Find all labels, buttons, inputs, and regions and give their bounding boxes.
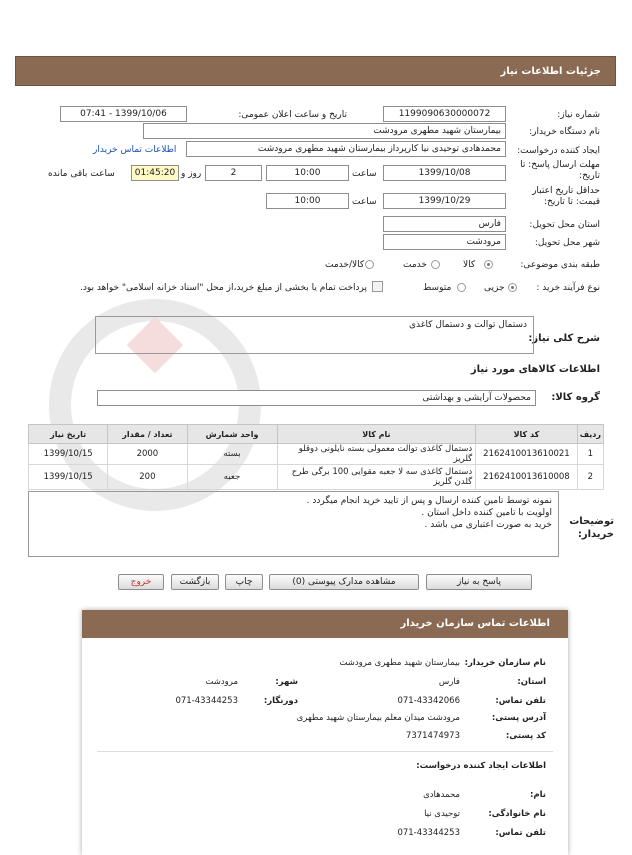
page-title: جزئیات اطلاعات نیاز: [500, 66, 601, 77]
item-unit: جعبه: [187, 465, 277, 490]
item-unit: بسته: [187, 444, 277, 465]
days-field: 2: [205, 165, 262, 181]
contact-province-label: استان:: [517, 677, 546, 687]
requester-label: ایجاد کننده درخواست:: [517, 146, 600, 156]
buyer-note-line: اولویت با تامین کننده داخل استان .: [421, 508, 552, 518]
need-number-label: شماره نیاز:: [557, 110, 600, 120]
item-date: 1399/10/15: [29, 465, 108, 490]
goods-info-title: اطلاعات کالاهای مورد نیاز: [470, 364, 600, 375]
col-code: کد کالا: [476, 425, 578, 444]
price-time-label: ساعت: [352, 197, 377, 207]
contact-card-title: اطلاعات تماس سازمان خریدار: [400, 618, 550, 629]
process-medium-label: متوسط: [423, 283, 452, 293]
contact-phone-label: تلفن تماس:: [495, 696, 546, 706]
category-goods-radio[interactable]: [484, 260, 493, 269]
process-minor-radio[interactable]: [508, 283, 517, 292]
summary-text: دستمال توالت و دستمال کاغذی: [408, 320, 527, 330]
province-field: فارس: [383, 216, 506, 232]
remaining-label: ساعت باقی مانده: [48, 169, 115, 179]
contact-fax-label: دورنگار:: [263, 696, 298, 706]
item-code: 2162410013610008: [476, 465, 578, 490]
reply-date-field: 1399/10/08: [383, 165, 506, 181]
contact-phone: 071-43342066: [397, 696, 460, 706]
exit-button[interactable]: خروج: [118, 574, 164, 590]
contact-province: فارس: [438, 677, 460, 687]
items-table-header: [29, 425, 604, 444]
announce-label: تاریخ و ساعت اعلان عمومی:: [238, 110, 347, 120]
col-row: ردیف: [577, 425, 603, 444]
attachments-button[interactable]: مشاهده مدارک پیوستی (0): [269, 574, 419, 590]
creator-last-name-label: نام خانوادگی:: [488, 809, 546, 819]
contact-city-label: شهر:: [275, 677, 298, 687]
price-time-field: 10:00: [266, 193, 349, 209]
announce-field: 1399/10/06 - 07:41: [60, 106, 187, 122]
contact-divider: [97, 751, 553, 752]
creator-first-name: محمدهادی: [423, 790, 460, 800]
contact-card-header: [82, 610, 568, 638]
item-name: دستمال کاغذی سه لا جعبه مقوایی 100 برگی طرح گلدن گلریز: [277, 465, 476, 490]
buyer-org-label: نام دستگاه خریدار:: [529, 127, 600, 137]
category-both-label: کالا/خدمت: [325, 260, 365, 270]
treasury-payment-checkbox[interactable]: [372, 281, 383, 292]
contact-fax: 071-43344253: [175, 696, 238, 706]
price-validity-label: حداقل تاریخ اعتبار قیمت: تا تاریخ:: [532, 186, 600, 207]
requester-field: محمدهادی توحیدی نیا کارپرداز بیمارستان شهید مطهری مرودشت: [186, 141, 506, 157]
contact-postal-label: کد پستی:: [505, 731, 546, 741]
back-button[interactable]: بازگشت: [171, 574, 219, 590]
col-qty: تعداد / مقدار: [108, 425, 187, 444]
col-unit: واحد شمارش: [187, 425, 277, 444]
table-row: [29, 465, 604, 490]
buyer-contact-card: [82, 610, 568, 855]
city-field: مرودشت: [383, 234, 506, 250]
contact-city: مرودشت: [205, 677, 238, 687]
creator-phone: 071-43344253: [397, 828, 460, 838]
creator-last-name: توحیدی نیا: [424, 809, 460, 819]
reply-time-label: ساعت: [352, 169, 377, 179]
buyer-org-field: بیمارستان شهید مطهری مرودشت: [143, 123, 506, 139]
contact-org: بیمارستان شهید مطهری مرودشت: [339, 658, 460, 668]
need-number-field: 1199090630000072: [383, 106, 506, 122]
buyer-notes-label: توضیحات خریدار:: [569, 516, 614, 540]
item-name: دستمال کاغذی توالت معمولی بسته نایلونی دوقلو گلریز: [277, 444, 476, 465]
buyer-notes-textarea[interactable]: [28, 491, 559, 557]
summary-textarea[interactable]: [95, 316, 534, 354]
col-name: نام کالا: [277, 425, 476, 444]
creator-phone-label: تلفن تماس:: [495, 828, 546, 838]
province-label: استان محل تحویل:: [529, 220, 600, 230]
contact-address-label: آدرس پستی:: [491, 713, 546, 723]
creator-first-name-label: نام:: [529, 790, 546, 800]
remaining-time-field: 01:45:20: [131, 165, 179, 181]
contact-address: مرودشت میدان معلم بیمارستان شهید مطهری: [296, 713, 460, 723]
contact-postal: 7371474973: [405, 731, 460, 741]
item-qty: 2000: [108, 444, 187, 465]
goods-group-field: محصولات آرایشی و بهداشتی: [97, 390, 536, 406]
contact-org-label: نام سازمان خریدار:: [464, 658, 546, 668]
item-date: 1399/10/15: [29, 444, 108, 465]
reply-deadline-label: مهلت ارسال پاسخ: تا تاریخ:: [520, 160, 600, 181]
category-both-radio[interactable]: [365, 260, 374, 269]
table-row: [29, 444, 604, 465]
category-service-radio[interactable]: [431, 260, 440, 269]
process-medium-radio[interactable]: [457, 283, 466, 292]
goods-group-label: گروه کالا:: [551, 392, 600, 403]
reply-button[interactable]: پاسخ به نیاز: [426, 574, 532, 590]
category-label: طبقه بندی موضوعی:: [520, 260, 600, 270]
row-number: 2: [577, 465, 603, 490]
city-label: شهر محل تحویل:: [534, 238, 600, 248]
items-table: [28, 424, 604, 490]
print-button[interactable]: چاپ: [225, 574, 263, 590]
col-date: تاریخ نیاز: [29, 425, 108, 444]
process-minor-label: جزیی: [484, 283, 505, 293]
creator-info-title: اطلاعات ایجاد کننده درخواست:: [416, 761, 546, 771]
buyer-contact-link[interactable]: اطلاعات تماس خریدار: [93, 145, 177, 155]
summary-label: شرح کلی نیاز:: [528, 333, 600, 344]
page-header: [15, 56, 616, 86]
treasury-payment-note: پرداخت تمام یا بخشی از مبلغ خرید،از محل "اسناد خزانه اسلامی" خواهد بود.: [79, 283, 367, 293]
buyer-note-line: خرید به صورت اعتباری می باشد .: [424, 520, 552, 530]
buyer-note-line: نمونه توسط تامین کننده ارسال و پس از تایید خرید انجام میگردد .: [306, 496, 552, 506]
category-service-label: خدمت: [403, 260, 427, 270]
day-and-label: روز و: [181, 169, 202, 179]
price-date-field: 1399/10/29: [383, 193, 506, 209]
item-qty: 200: [108, 465, 187, 490]
category-goods-label: کالا: [463, 260, 476, 270]
row-number: 1: [577, 444, 603, 465]
process-label: نوع فرآیند خرید :: [536, 283, 600, 293]
reply-time-field: 10:00: [266, 165, 349, 181]
item-code: 2162410013610021: [476, 444, 578, 465]
